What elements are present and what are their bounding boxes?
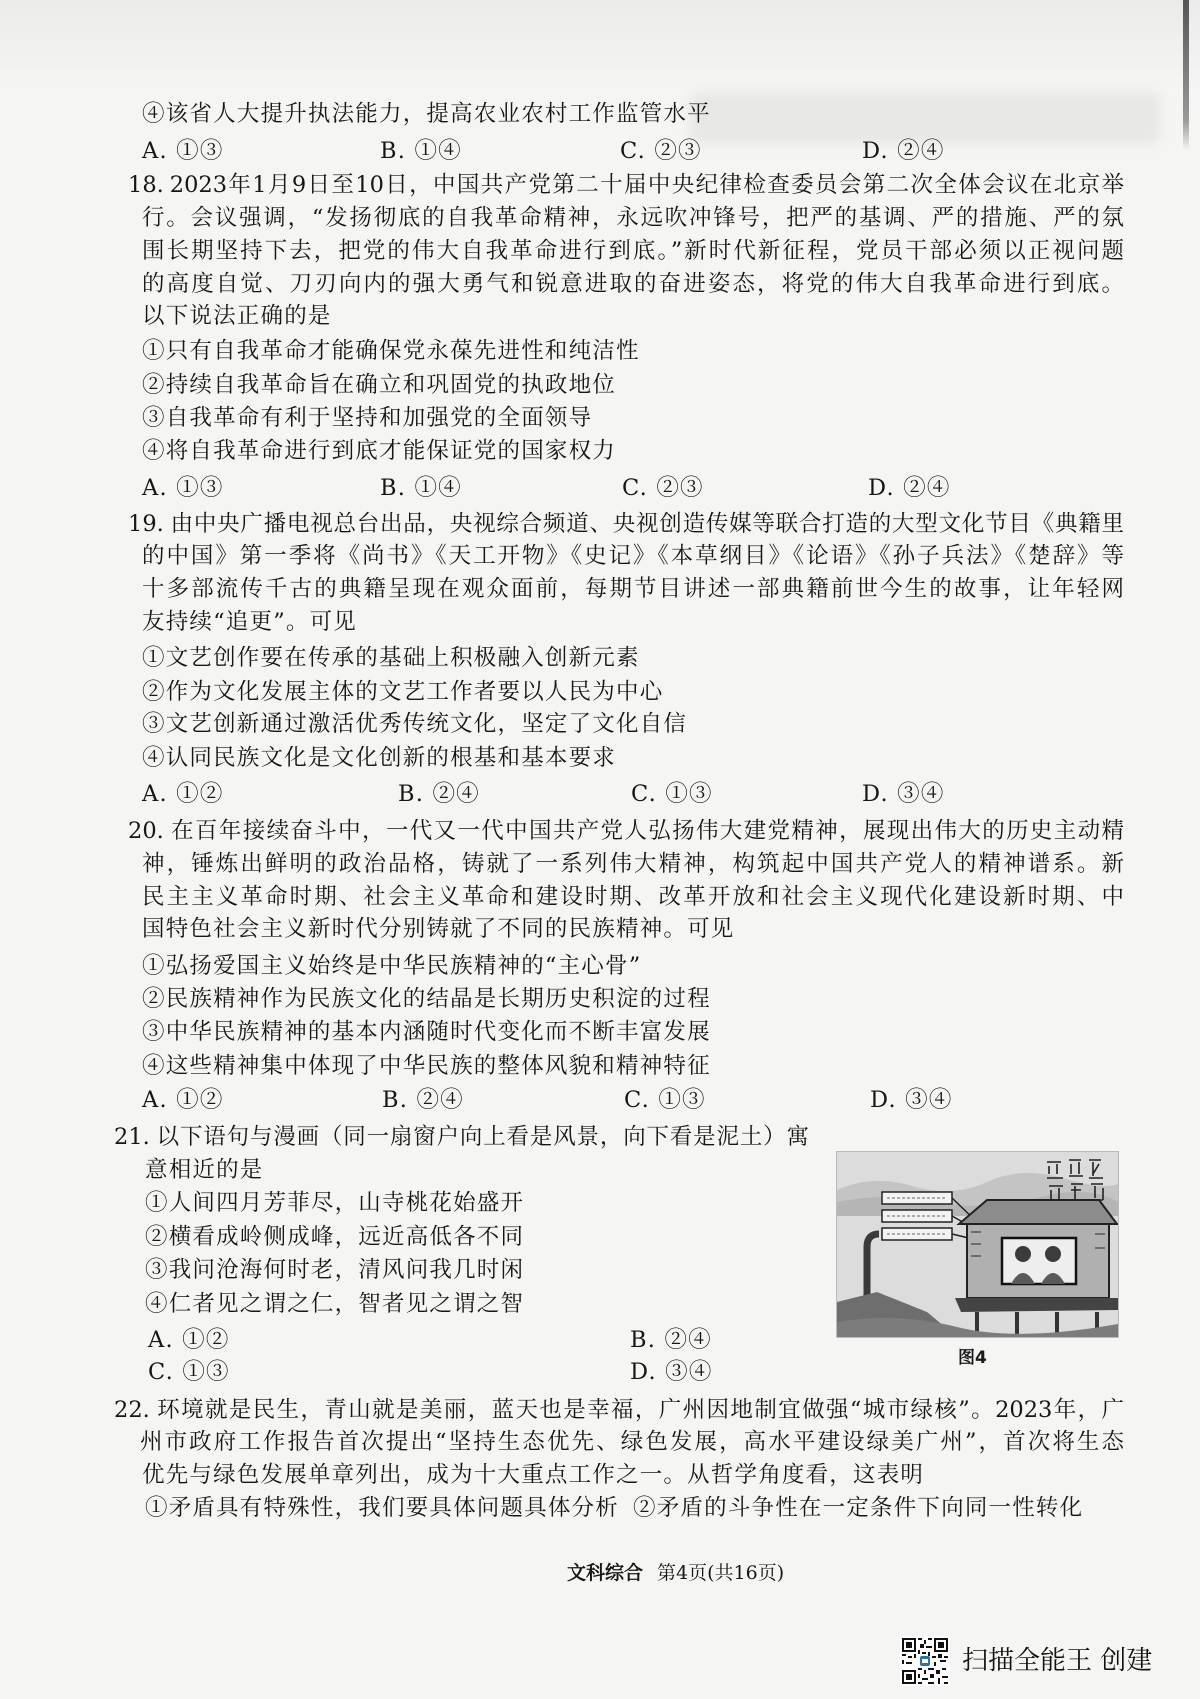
cartoon-window-illustration [836, 1151, 1119, 1338]
q21-stem-text: 以下语句与漫画（同一扇窗户向上看是风景，向下看是泥土）寓 [155, 1124, 809, 1150]
q19-number: 19. [128, 511, 164, 537]
q21-option-c: C. ①③ [148, 1359, 230, 1385]
scan-edge-shadow [1183, 0, 1189, 150]
q19-stem-line-3: 十多部流传千古的典籍呈现在观众面前，每期节目讲述一部典籍前世今生的故事，让年轻网 [142, 576, 1124, 602]
cartoon-window [1002, 1238, 1076, 1284]
q19-option-b: B. ②④ [398, 781, 480, 807]
q19-statement-4: ④认同民族文化是文化创新的根基和基本要求 [142, 745, 617, 771]
q18-stem-text: 2023年1月9日至10日，中国共产党第二十届中央纪律检查委员会第二次全体会议在北京举 [169, 172, 1124, 198]
q20-option-d: D. ③④ [870, 1087, 953, 1113]
q19-stem-line-1 [128, 510, 1124, 538]
q20-number: 20. [128, 818, 164, 844]
q21-statement-4: ④仁者见之谓之仁，智者见之谓之智 [145, 1291, 525, 1317]
q20-option-b: B. ②④ [382, 1087, 464, 1113]
q18-stem-line-2: 行。会议强调，“发扬彻底的自我革命精神，永远吹冲锋号，把严的基调、严的措施、严的氛 [142, 205, 1124, 231]
q22-statements-line [145, 1494, 1083, 1522]
q21-stem-line-1 [114, 1123, 809, 1151]
figure-caption: 图4 [958, 1348, 987, 1368]
scanner-watermark-text: 扫描全能王 创建 [962, 1646, 1153, 1676]
q22-number: 22. [114, 1397, 150, 1423]
q21-statement-2: ②横看成岭侧成峰，远近高低各不同 [145, 1224, 525, 1250]
q19-option-c: C. ①③ [631, 781, 713, 807]
q21-statement-3: ③我问沧海何时老，清风问我几时闲 [145, 1257, 525, 1283]
q18-option-d: D. ②④ [868, 475, 951, 501]
q20-statement-4: ④这些精神集中体现了中华民族的整体风貌和精神特征 [142, 1053, 711, 1079]
q22-stem-line-2: 州市政府工作报告首次提出“坚持生态优先、绿色发展，高水平建设绿美广州”，首次将生态 [140, 1429, 1124, 1455]
q20-stem-text: 在百年接续奋斗中，一代又一代中国共产党人弘扬伟大建党精神，展现出伟大的历史主动精 [169, 818, 1124, 844]
q18-option-c: C. ②③ [622, 475, 704, 501]
q22-statement-2: ②矛盾的斗争性在一定条件下向同一性转化 [633, 1495, 1084, 1521]
q18-number: 18. [128, 172, 164, 198]
q18-stem-line-5: 以下说法正确的是 [142, 303, 332, 329]
q19-statement-3: ③文艺创新通过激活优秀传统文化，坚定了文化自信 [142, 711, 688, 737]
footer-subject: 文科综合 [567, 1562, 644, 1584]
q18-statement-1: ①只有自我革命才能确保党永葆先进性和纯洁性 [142, 338, 640, 364]
q20-stem-line-4: 国特色社会主义新时代分别铸就了不同的民族精神。可见 [142, 916, 735, 942]
q20-statement-3: ③中华民族精神的基本内涵随时代变化而不断丰富发展 [142, 1019, 711, 1045]
q22-stem-line-3: 优先与绿色发展单章列出，成为十大重点工作之一。从哲学角度看，这表明 [142, 1462, 925, 1488]
scan-shading [0, 0, 1200, 90]
q18-option-a: A. ①③ [142, 475, 224, 501]
q20-option-a: A. ①② [142, 1087, 224, 1113]
q20-stem-line-1 [128, 817, 1124, 845]
q21-option-d: D. ③④ [630, 1359, 713, 1385]
q18-statement-2: ②持续自我革命旨在确立和巩固党的执政地位 [142, 372, 617, 398]
q20-stem-line-3: 民主主义革命时期、社会主义革命和建设时期、改革开放和社会主义现代化建设新时期、中 [142, 884, 1124, 910]
q18-stem-line-3: 围长期坚持下去，把党的伟大自我革命进行到底。”新时代新征程，党员干部必须以正视问题 [142, 238, 1124, 264]
q18-statement-4: ④将自我革命进行到底才能保证党的国家权力 [142, 438, 617, 464]
qr-code-icon [900, 1636, 950, 1686]
q17-option-b: B. ①④ [380, 138, 462, 164]
q18-option-b: B. ①④ [380, 475, 462, 501]
q19-stem-text: 由中央广播电视总台出品，央视综合频道、央视创造传媒等联合打造的大型文化节目《典籍里 [169, 511, 1124, 537]
q17-statement-4: ④该省人大提升执法能力，提高农业农村工作监管水平 [142, 101, 711, 127]
q20-stem-line-2: 神，锤炼出鲜明的政治品格，铸就了一系列伟大精神，构筑起中国共产党人的精神谱系。新 [142, 851, 1124, 877]
q21-option-a: A. ①② [148, 1327, 230, 1353]
q18-stem-line-1 [128, 171, 1124, 199]
q21-number: 21. [114, 1124, 150, 1150]
q20-statement-2: ②民族精神作为民族文化的结晶是长期历史积淀的过程 [142, 986, 711, 1012]
q21-stem-line-2: 意相近的是 [145, 1157, 264, 1183]
q22-statement-1: ①矛盾具有特殊性，我们要具体问题具体分析 [145, 1495, 620, 1521]
q17-option-d: D. ②④ [862, 138, 945, 164]
page-footer [567, 1560, 784, 1586]
q22-stem-text: 环境就是民生，青山就是美丽，蓝天也是幸福，广州因地制宜做强“城市绿核”。2023年，广 [155, 1397, 1124, 1423]
q19-option-a: A. ①② [142, 781, 224, 807]
q19-statement-2: ②作为文化发展主体的文艺工作者要以人民为中心 [142, 679, 664, 705]
q18-stem-line-4: 的高度自觉、刀刃向内的强大勇气和锐意进取的奋进姿态，将党的伟大自我革命进行到底。 [142, 271, 1124, 297]
q19-statement-1: ①文艺创作要在传承的基础上积极融入创新元素 [142, 645, 640, 671]
q21-statement-1: ①人间四月芳菲尽，山寺桃花始盛开 [145, 1190, 525, 1216]
cartoon-illustration [837, 1152, 1118, 1337]
q19-stem-line-4: 友持续“追更”。可见 [142, 609, 358, 635]
q20-statement-1: ①弘扬爱国主义始终是中华民族精神的“主心骨” [142, 953, 642, 979]
q19-option-d: D. ③④ [862, 781, 945, 807]
q19-stem-line-2: 的中国》第一季将《尚书》《天工开物》《史记》《本草纲目》《论语》《孙子兵法》《楚辞》等 [142, 543, 1124, 569]
q22-stem-line-1 [114, 1396, 1124, 1424]
footer-page-number: 第4页(共16页) [657, 1562, 785, 1584]
q17-option-a: A. ①③ [142, 138, 224, 164]
q21-option-b: B. ②④ [630, 1327, 712, 1353]
q20-option-c: C. ①③ [624, 1087, 706, 1113]
cartoon-house [959, 1200, 1117, 1298]
q17-option-c: C. ②③ [620, 138, 702, 164]
q18-statement-3: ③自我革命有利于坚持和加强党的全面领导 [142, 405, 593, 431]
